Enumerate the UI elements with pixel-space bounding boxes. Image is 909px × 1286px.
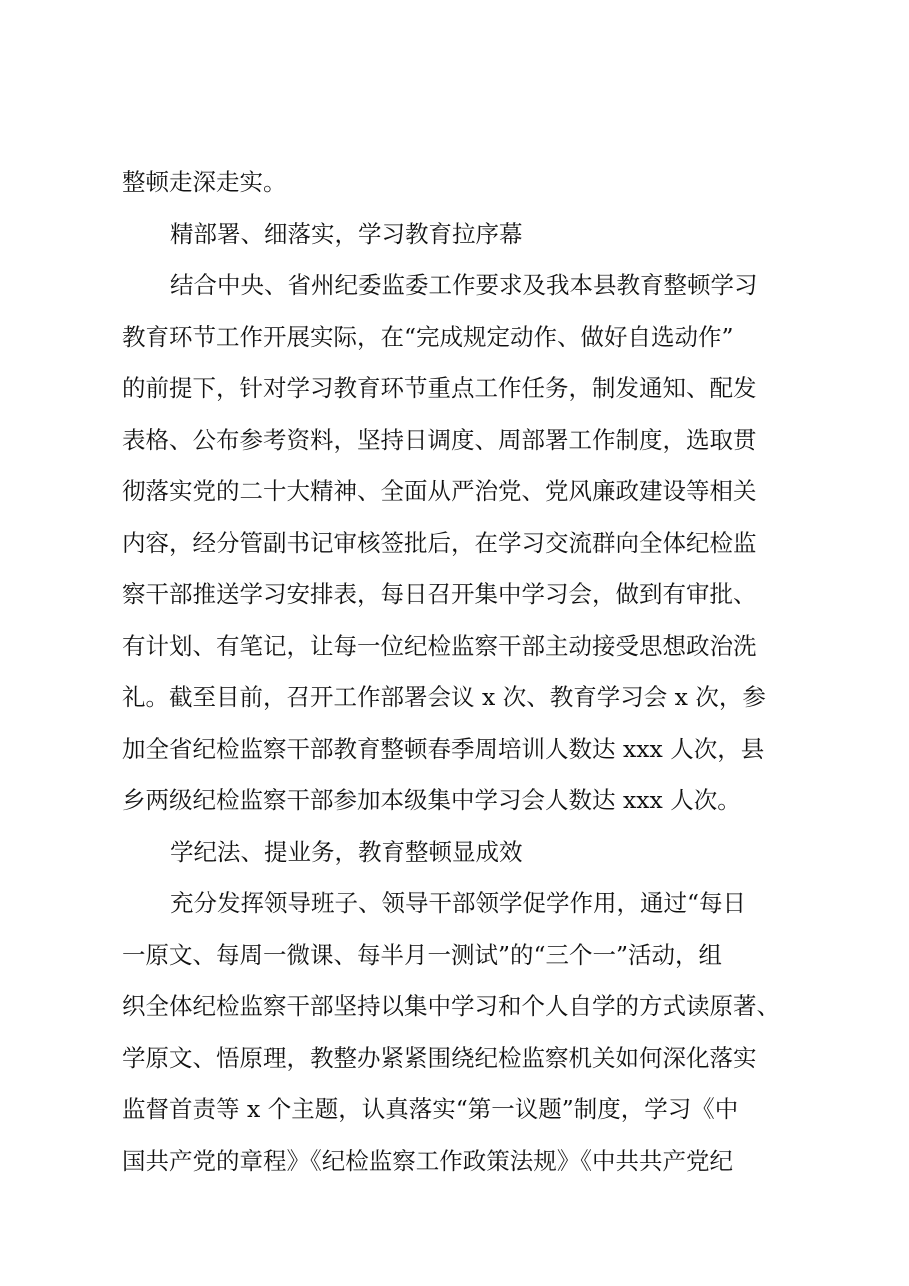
paragraph-line: 加全省纪检监察干部教育整顿春季周培训人数达 xxx 人次，县 [122, 735, 765, 763]
paragraph-line: 表格、公布参考资料，坚持日调度、周部署工作制度，选取贯 [122, 426, 757, 454]
paragraph-line: 乡两级纪检监察干部参加本级集中学习会人数达 xxx 人次。 [122, 786, 741, 814]
paragraph-line: 彻落实党的二十大精神、全面从严治党、党风廉政建设等相关 [122, 477, 757, 505]
paragraph-line: 国共产党的章程》《纪检监察工作政策法规》《中共共产党纪 [122, 1147, 733, 1175]
section-heading: 精部署、细落实，学习教育拉序幕 [170, 220, 523, 248]
paragraph-line: 教育环节工作开展实际，在“完成规定动作、做好自选动作” [122, 323, 734, 351]
paragraph-line: 织全体纪检监察干部坚持以集中学习和个人自学的方式读原著、 [122, 992, 780, 1020]
paragraph-line: 一原文、每周一微课、每半月一测试”的“三个一”活动，组 [122, 941, 723, 969]
paragraph-line: 内容，经分管副书记审核签批后，在学习交流群向全体纪检监 [122, 529, 757, 557]
paragraph-line: 的前提下，针对学习教育环节重点工作任务，制发通知、配发 [122, 374, 757, 402]
paragraph-line: 结合中央、省州纪委监委工作要求及我本县教育整顿学习 [170, 271, 758, 299]
paragraph-line: 充分发挥领导班子、领导干部领学促学作用，通过“每日 [170, 889, 747, 917]
paragraph-line: 学原文、悟原理，教整办紧紧围绕纪检监察机关如何深化落实 [122, 1044, 757, 1072]
paragraph-line: 礼。截至目前，召开工作部署会议 x 次、教育学习会 x 次，参 [122, 683, 766, 711]
paragraph-line: 整顿走深走实。 [122, 168, 287, 196]
paragraph-line: 监督首责等 x 个主题，认真落实“第一议题”制度，学习《中 [122, 1095, 739, 1123]
paragraph-line: 察干部推送学习安排表，每日召开集中学习会，做到有审批、 [122, 580, 757, 608]
section-heading: 学纪法、提业务，教育整顿显成效 [170, 838, 523, 866]
paragraph-line: 有计划、有笔记，让每一位纪检监察干部主动接受思想政治洗 [122, 632, 757, 660]
